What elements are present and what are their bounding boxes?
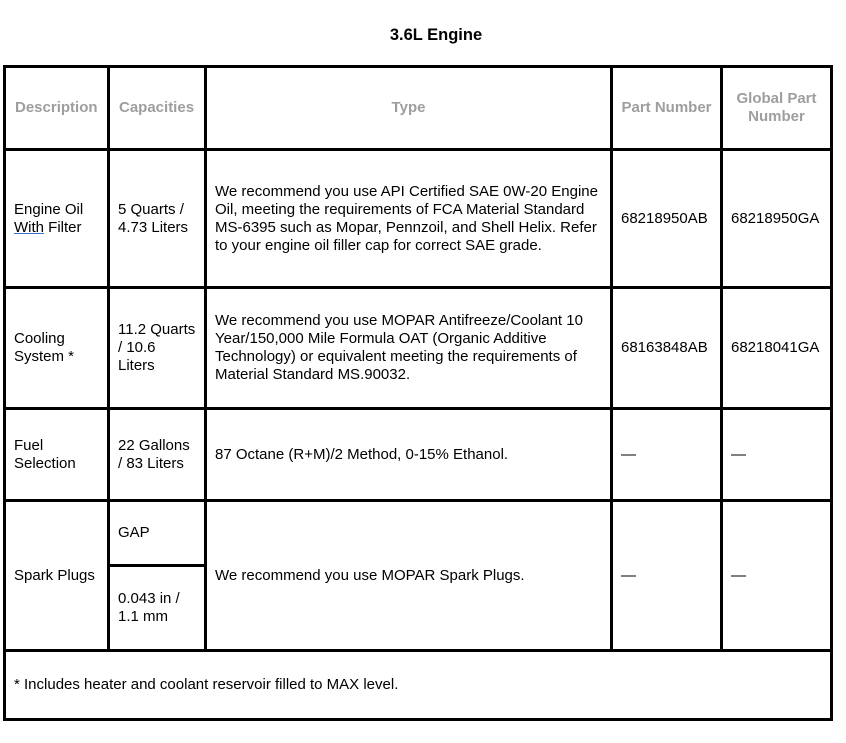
capacity-cell: 5 Quarts / 4.73 Liters [109,150,206,288]
capacity-label-cell: GAP [109,501,206,566]
part-number-cell: — [612,409,722,501]
capacity-cell: 22 Gallons / 83 Liters [109,409,206,501]
header-part-number: Part Number [612,67,722,150]
global-part-number-cell: — [722,409,832,501]
part-number-cell: — [612,501,722,651]
engine-spec-table [3,65,833,721]
header-type: Type [206,67,612,150]
header-capacities: Capacities [109,67,206,150]
header-global-part-number: Global Part Number [722,67,832,150]
page-title: 3.6L Engine [389,26,483,44]
description-text: Engine Oil [14,200,84,218]
table-row-fuel-selection [5,409,832,501]
part-number-cell: 68163848AB [612,288,722,409]
global-part-number-cell: — [722,501,832,651]
footnote: * Includes heater and coolant reservoir filled to MAX level. [5,651,832,720]
type-cell: We recommend you use MOPAR Spark Plugs. [206,501,612,651]
global-part-number-cell: 68218950GA [722,150,832,288]
table-row-spark-plugs [5,501,832,566]
type-cell: We recommend you use API Certified SAE 0W-20 Engine Oil, meeting the requirements of FCA Material Standard MS-6395 such as Mopar, Pennzoil, and Shell Helix. Refer to your engine oil filler cap for correct SAE grade. [206,150,612,288]
type-cell: 87 Octane (R+M)/2 Method, 0-15% Ethanol. [206,409,612,501]
footnote-row [5,651,832,720]
description-text-rest: Filter [44,218,82,236]
header-row [5,67,832,150]
description-cell: Cooling System * [5,288,109,409]
underlined-word: With [14,218,44,236]
global-part-number-cell: 68218041GA [722,288,832,409]
table-row-cooling-system [5,288,832,409]
type-cell: We recommend you use MOPAR Antifreeze/Coolant 10 Year/150,000 Mile Formula OAT (Organic Additive Technology) or equivalent meeting the requirements of Material Standard MS.90032. [206,288,612,409]
part-number-cell: 68218950AB [612,150,722,288]
capacity-value-cell: 0.043 in / 1.1 mm [109,566,206,651]
table-row-engine-oil [5,150,832,288]
header-description: Description [5,67,109,150]
capacity-cell: 11.2 Quarts / 10.6 Liters [109,288,206,409]
description-cell [5,150,109,288]
description-cell: Spark Plugs [5,501,109,651]
description-cell: Fuel Selection [5,409,109,501]
